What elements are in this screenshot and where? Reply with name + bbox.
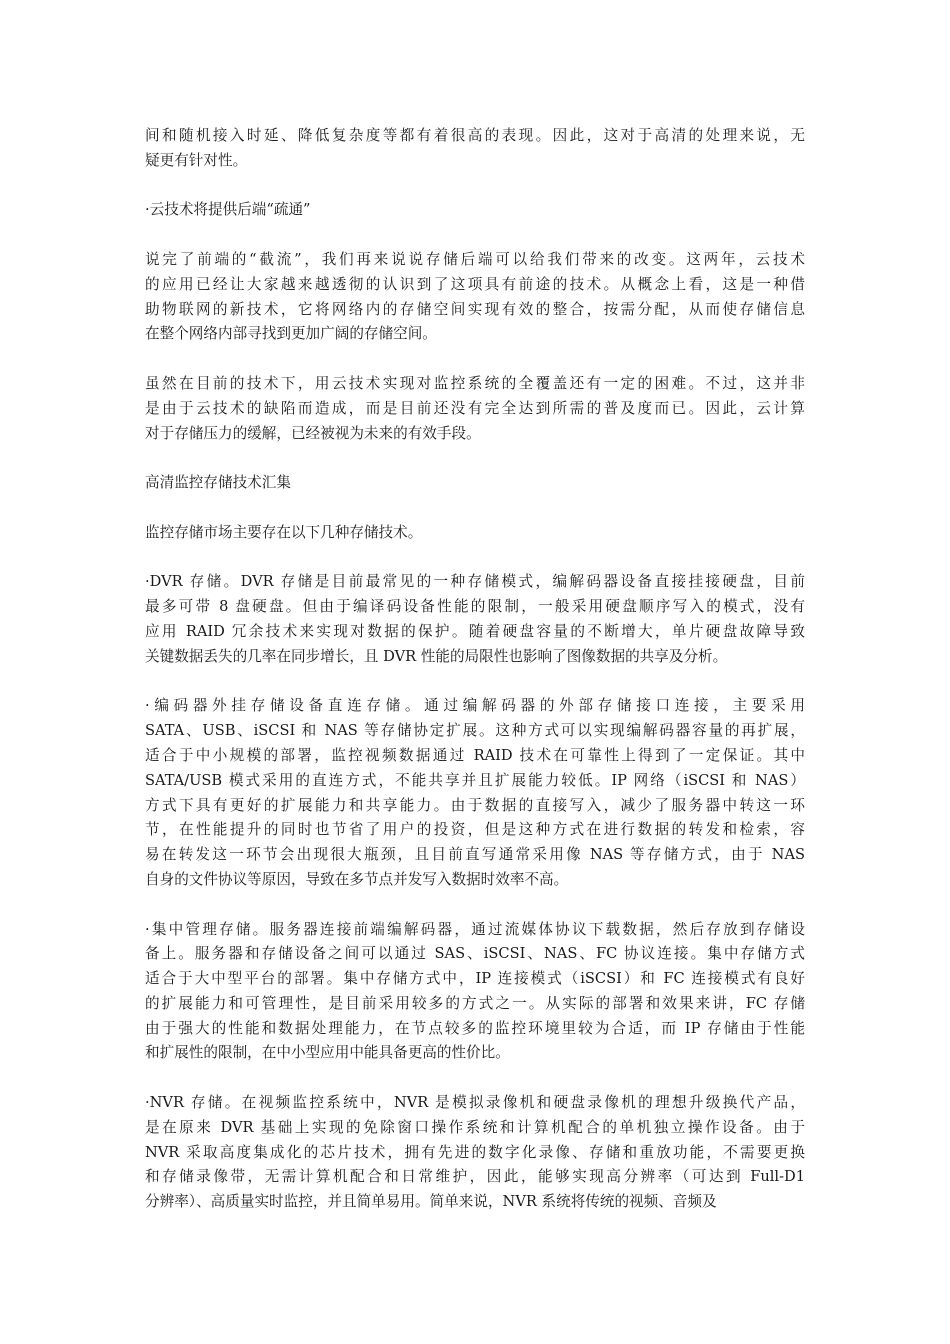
text-line: SATA/USB 模式采用的直连方式，不能共享并且扩展能力较低。IP 网络（iSCSI 和 NAS） xyxy=(145,771,805,789)
text-line: 对于存储压力的缓解，已经被视为未来的有效手段。 xyxy=(145,424,481,442)
text-line: 的应用已经让大家越来越透彻的认识到了这项具有前途的技术。从概念上看，这是一种借 xyxy=(145,275,805,293)
text-line: 适合于大中型平台的部署。集中存储方式中，IP 连接模式（iSCSI）和 FC 连接模式有良好 xyxy=(145,970,805,988)
text-line: 和扩展性的限制，在中小型应用中能具备更高的性价比。 xyxy=(145,1044,510,1062)
text-line: 备上。服务器和存储设备之间可以通过 SAS、iSCSI、NAS、FC 协议连接。集中存储方式 xyxy=(145,945,805,963)
text-line: 方式下具有更好的扩展能力和共享能力。由于数据的直接写入，减少了服务器中转这一环 xyxy=(145,796,805,814)
text-line: 虽然在目前的技术下，用云技术实现对监控系统的全覆盖还有一定的困难。不过，这并非 xyxy=(145,374,805,392)
text-line: 关键数据丢失的几率在同步增长，且 DVR 性能的局限性也影响了图像数据的共享及分析。 xyxy=(145,647,728,665)
text-line: NVR 采取高度集成化的芯片技术，拥有先进的数字化录像、存储和重放功能，不需要更换 xyxy=(145,1143,805,1161)
text-line: 分辨率）、高质量实时监控，并且简单易用。简单来说，NVR 系统将传统的视频、音频及 xyxy=(145,1193,717,1211)
paragraph xyxy=(145,694,805,892)
text-line: 和存储录像带，无需计算机配合和日常维护，因此，能够实现高分辨率（可达到 Full-D1 xyxy=(145,1168,805,1186)
text-line: 节，在性能提升的同时也节省了用户的投资，但是这种方式在进行数据的转发和检索，容 xyxy=(145,821,805,839)
text-line: SATA、USB、iSCSI 和 NAS 等存储协定扩展。这种方式可以实现编解码器容量的再扩展， xyxy=(145,722,805,740)
text-line: 疑更有针对性。 xyxy=(145,151,248,169)
document-page xyxy=(145,124,805,1240)
text-line: ·集中管理存储。服务器连接前端编解码器，通过流媒体协议下载数据，然后存放到存储设 xyxy=(145,920,805,938)
text-line: 适合于中小规模的部署，监控视频数据通过 RAID 技术在可靠性上得到了一定保证。其中 xyxy=(145,746,805,764)
text-line: ·NVR 存储。在视频监控系统中，NVR 是模拟录像机和硬盘录像机的理想升级换代产品， xyxy=(145,1094,805,1112)
paragraph xyxy=(145,1091,805,1215)
text-line: 是由于云技术的缺陷而造成，而是目前还没有完全达到所需的普及度而已。因此，云计算 xyxy=(145,399,805,417)
paragraph xyxy=(145,124,805,174)
text-line: 最多可带 8 盘硬盘。但由于编译码设备性能的限制，一般采用硬盘顺序写入的模式，没有 xyxy=(145,598,805,616)
text-line: 自身的文件协议等原因，导致在多节点并发写入数据时效率不高。 xyxy=(145,870,569,888)
paragraph xyxy=(145,372,805,446)
text-line: 是在原来 DVR 基础上实现的免除窗口操作系统和计算机配合的单机独立操作设备。由于 xyxy=(145,1118,805,1136)
text-line: 易在转发这一环节会出现很大瓶颈，且目前直写通常采用像 NAS 等存储方式，由于 NAS xyxy=(145,846,805,864)
text-line: ·编码器外挂存储设备直连存储。通过编解码器的外部存储接口连接，主要采用 xyxy=(145,697,805,715)
text-line: 高清监控存储技术汇集 xyxy=(145,474,291,492)
text-line: 助物联网的新技术，它将网络内的存储空间实现有效的整合，按需分配，从而使存储信息 xyxy=(145,300,805,318)
paragraph xyxy=(145,570,805,669)
text-line: 间和随机接入时延、降低复杂度等都有着很高的表现。因此，这对于高清的处理来说，无 xyxy=(145,127,805,144)
text-line: 由于强大的性能和数据处理能力，在节点较多的监控环境里较为合适，而 IP 存储由于性能 xyxy=(145,1019,805,1037)
text-line: 说完了前端的“截流”，我们再来说说存储后端可以给我们带来的改变。这两年，云技术 xyxy=(145,250,805,268)
paragraph xyxy=(145,471,805,496)
text-line: 的扩展能力和可管理性，是目前采用较多的方式之一。从实际的部署和效果来讲，FC 存储 xyxy=(145,994,805,1012)
text-line: 监控存储市场主要存在以下几种存储技术。 xyxy=(145,523,423,541)
text-line: 应用 RAID 冗余技术来实现对数据的保护。随着硬盘容量的不断增大，单片硬盘故障导致 xyxy=(145,622,805,640)
text-line: ·云技术将提供后端“疏通” xyxy=(145,201,311,219)
text-line: 在整个网络内部寻找到更加广阔的存储空间。 xyxy=(145,325,437,343)
paragraph xyxy=(145,918,805,1067)
paragraph xyxy=(145,521,805,546)
paragraph xyxy=(145,198,805,223)
document-body xyxy=(145,124,805,1215)
text-line: ·DVR 存储。DVR 存储是目前最常见的一种存储模式，编解码器设备直接挂接硬盘，目前 xyxy=(145,573,805,591)
paragraph xyxy=(145,248,805,347)
